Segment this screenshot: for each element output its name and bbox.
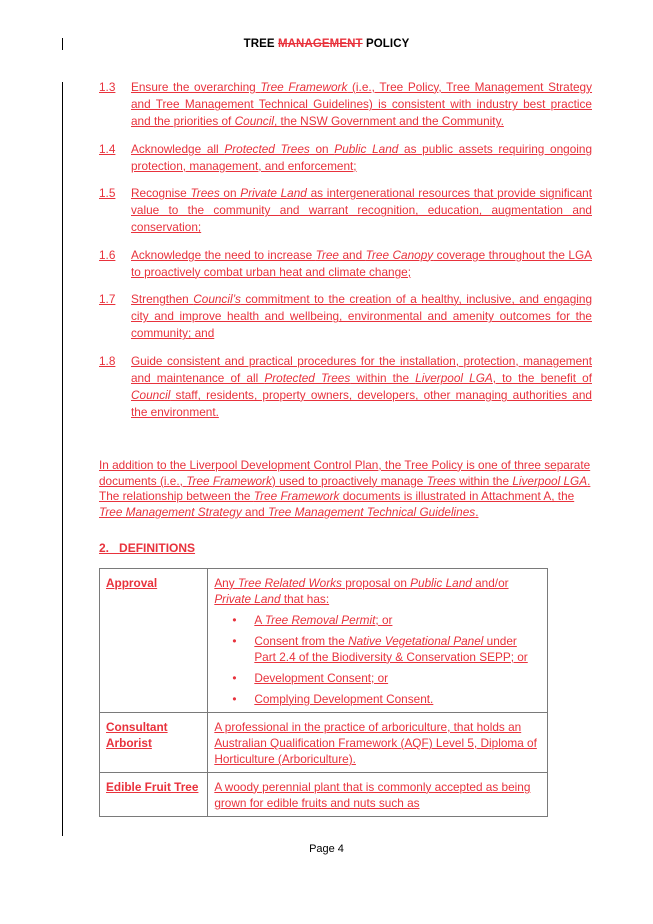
- page-header: TREE MANAGEMENT POLICY: [243, 38, 410, 50]
- revision-bar-body: [62, 82, 63, 836]
- bullet-icon: [214, 691, 254, 707]
- list-item: 1.7 Strengthen Council’s commitment to the creation of a healthy, inclusive, and engaging city and improve health and wellbeing, environmental and amenity outcomes for the community; and: [99, 292, 593, 341]
- definitions-table: [99, 568, 548, 817]
- definition-term: Consultant Arborist: [100, 713, 208, 773]
- bullet-icon: [214, 612, 254, 628]
- list-item: 1.6 Acknowledge the need to increase Tree and Tree Canopy coverage throughout the LGA to proactively combat urban heat and climate change;: [99, 247, 592, 279]
- objectives-list: [99, 79, 592, 431]
- bullet-icon: [214, 670, 254, 686]
- deleted-text: MANAGEMENT: [277, 38, 363, 50]
- list-item: 1.4 Acknowledge all Protected Trees on Public Land as public assets requiring ongoing protection, management, and enforcement;: [99, 141, 593, 173]
- list-item: 1.5 Recognise Trees on Private Land as intergenerational resources that provide significant value to the community and warrant recognition, education, augmentation and conservation;: [99, 186, 592, 235]
- list-item: 1.8 Guide consistent and practical procedures for the installation, protection, management and maintenance of all Protected Trees within the Liverpool LGA, to the benefit of Council staff, residents, property owners, developers, other managing authorities and the environment.: [99, 353, 592, 420]
- page-number: Page 4: [309, 843, 344, 855]
- list-item: • Development Consent; or: [214, 670, 541, 686]
- bullet-icon: [214, 633, 254, 665]
- table-row: [100, 713, 548, 773]
- definition-term: Edible Fruit Tree: [100, 773, 208, 817]
- list-item: • A Tree Removal Permit; or: [214, 612, 541, 628]
- table-row: [100, 773, 548, 817]
- list-item: • Complying Development Consent.: [214, 691, 541, 707]
- bullet-list: [214, 612, 541, 707]
- definition-term: Approval: [100, 569, 208, 713]
- list-item: • Consent from the Native Vegetational Panel under Part 2.4 of the Biodiversity & Conservation SEPP; or: [214, 633, 541, 665]
- list-item: 1.3 Ensure the overarching Tree Framework (i.e., Tree Policy, Tree Management Strategy and Tree Management Technical Guidelines) is consistent with industry best practice and the priorities of Council, the NSW Government and the Community.: [99, 80, 593, 129]
- definition-text: A woody perennial plant that is commonly accepted as being grown for edible fruits and nuts such as: [208, 773, 548, 817]
- definition-text: Any Tree Related Works proposal on Public Land and/or Private Land that has: • A Tree Removal Permit; or • Consent from the Native Vegetational Panel under Part 2.4 of the Biodiversity & Conservation SEPP; or • Development Consent; or • Complying Development Consent.: [208, 569, 548, 713]
- table-row: [100, 569, 548, 713]
- framework-paragraph: In addition to the Liverpool Development Control Plan, the Tree Policy is one of three separate documents (i.e., Tree Framework) used to proactively manage Trees within the Liverpool LGA. The relationship between the Tree Framework documents is illustrated in Attachment A, the Tree Management Strategy and Tree Management Technical Guidelines.: [99, 458, 591, 519]
- definition-text: A professional in the practice of arboriculture, that holds an Australian Qualification Framework (AQF) Level 5, Diploma of Horticulture (Arboriculture).: [208, 713, 548, 773]
- section-heading: 2. DEFINITIONS: [99, 541, 196, 555]
